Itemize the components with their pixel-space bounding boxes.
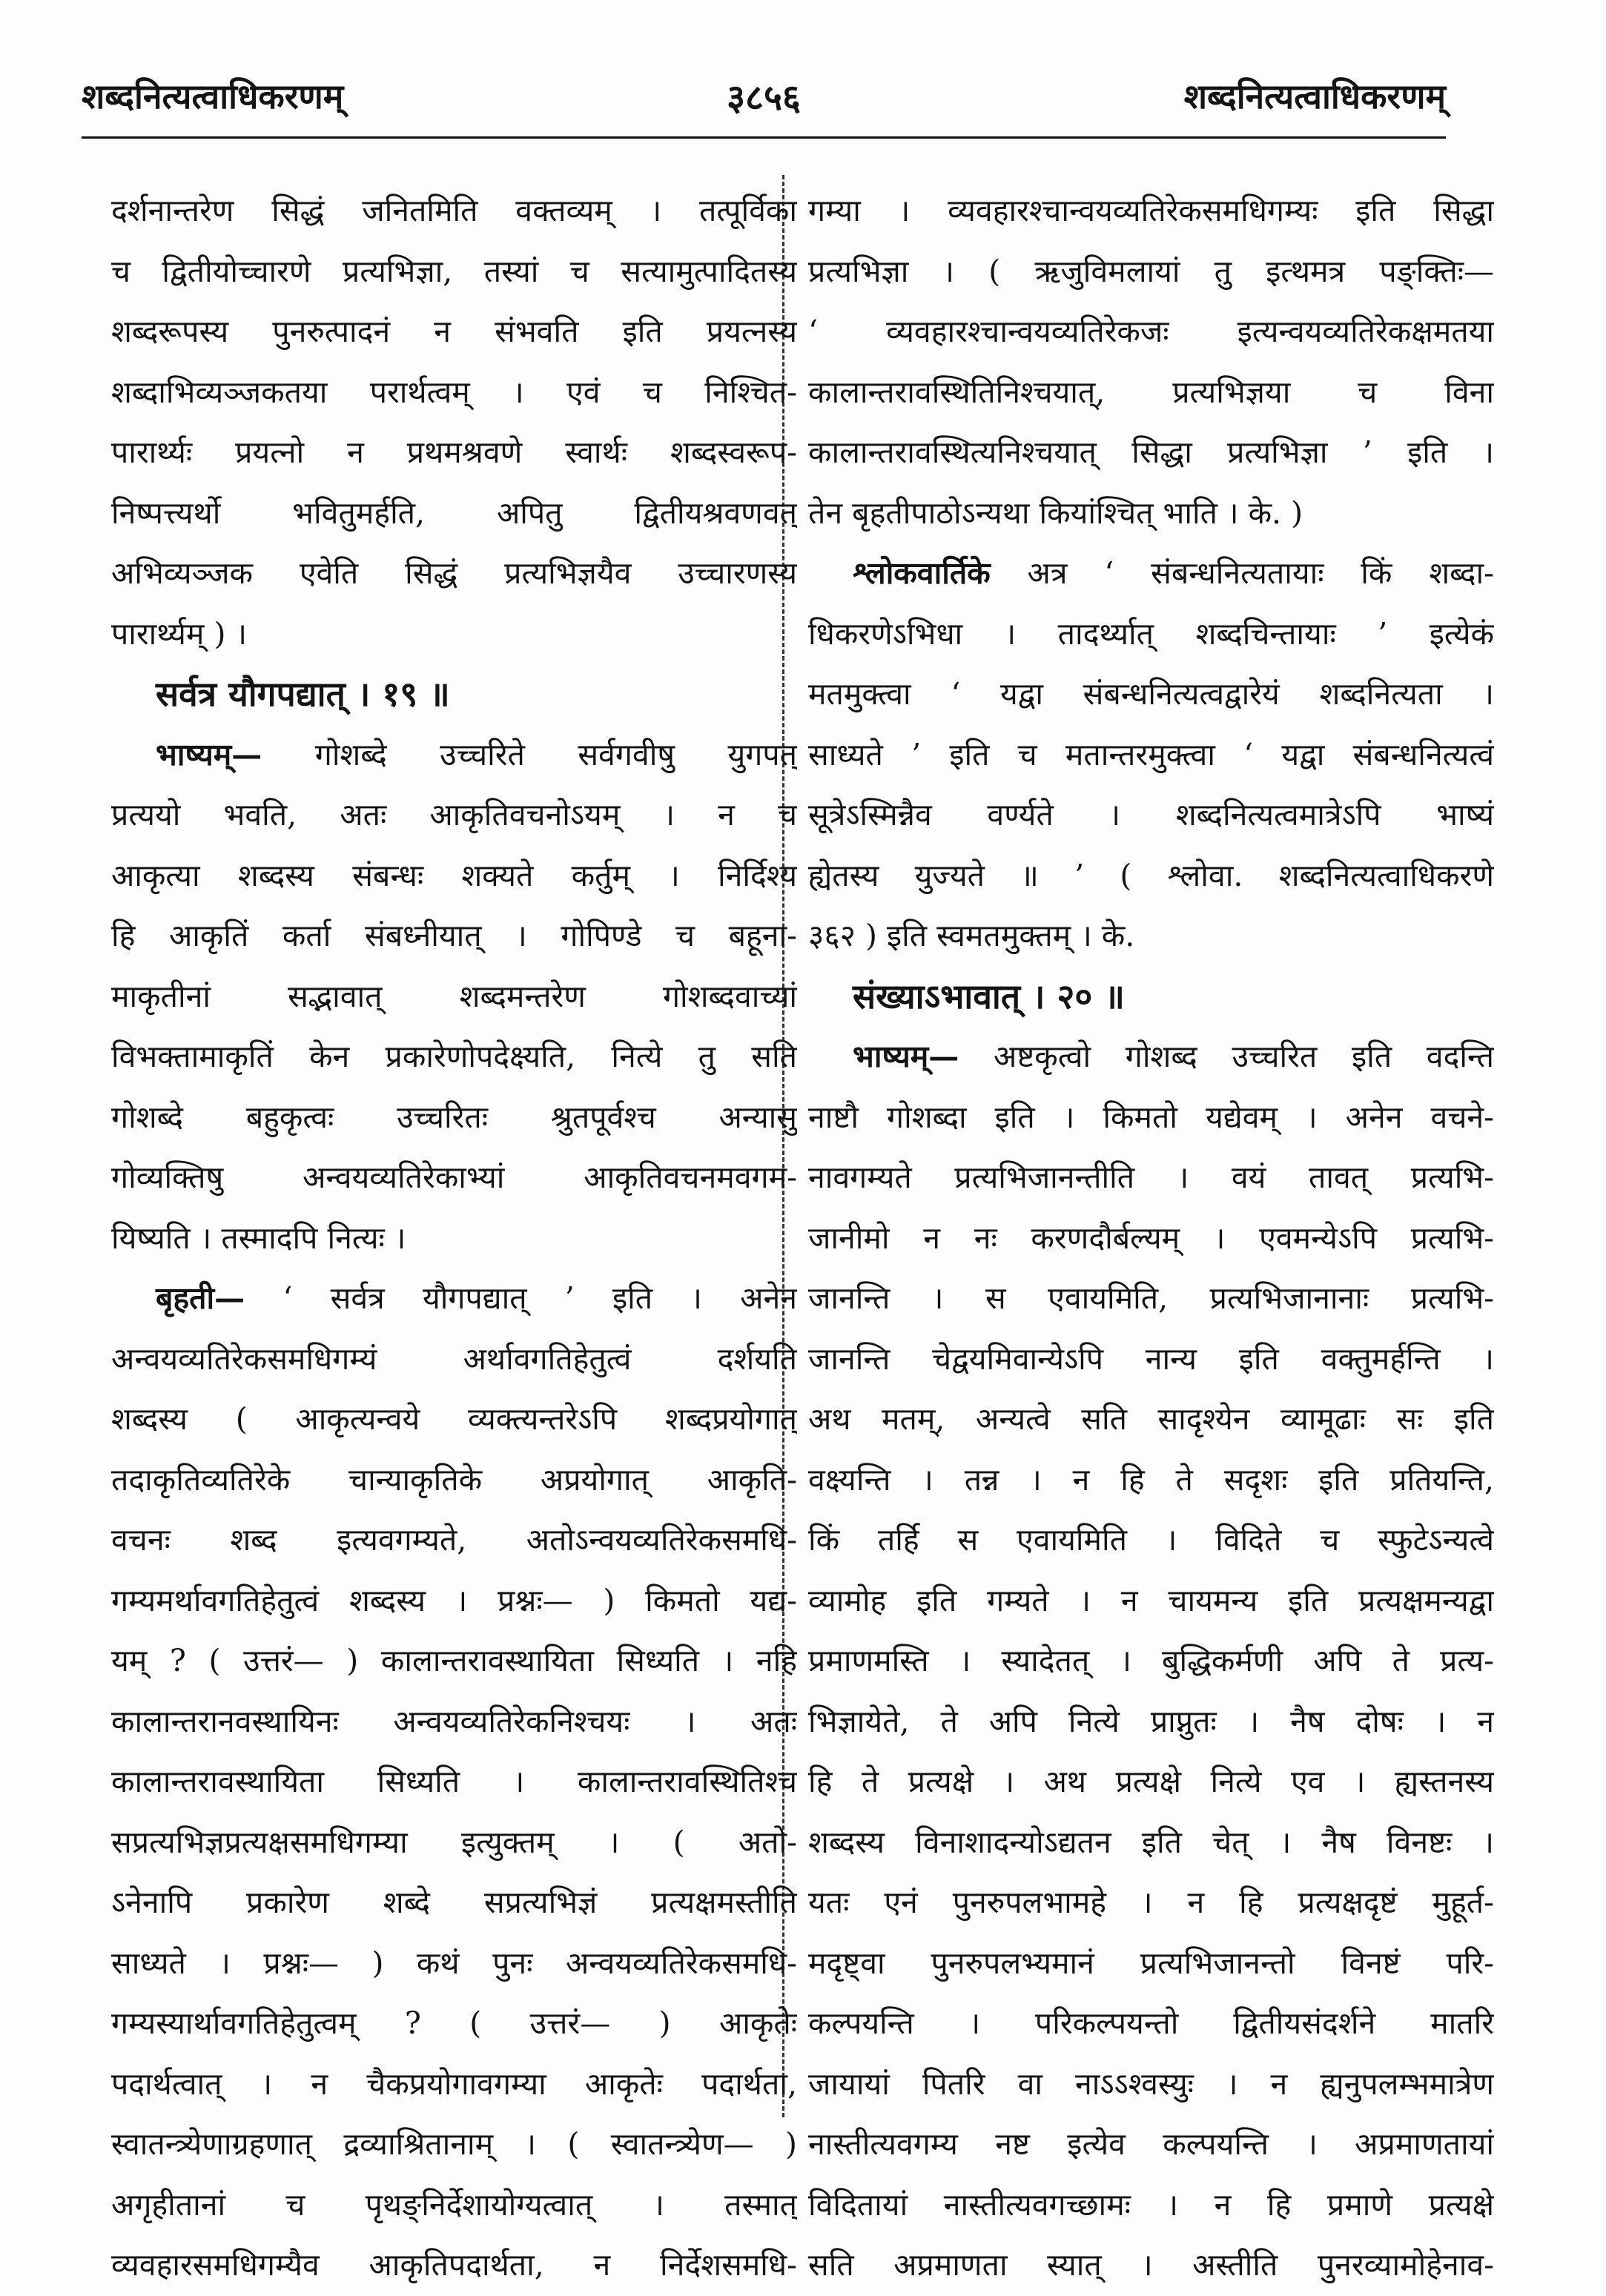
running-title-right: शब्दनित्यत्वाधिकरणम्	[1183, 76, 1446, 116]
text-line: प्रत्ययो भवति, अतः आकृतिवचनोऽयम् । न च	[111, 797, 797, 833]
text-line: अन्वयव्यतिरेकसमधिगम्यं अर्थावगतिहेतुत्वं दर्शयति	[111, 1340, 797, 1377]
text-line: कालान्तरानवस्थायिनः अन्वयव्यतिरेकनिश्चयः । अतः	[111, 1703, 797, 1739]
text-line: यतः एनं पुनरुपलभामहे । न हि प्रत्यक्षदृष्टं मुहूर्त-	[808, 1885, 1494, 1920]
text-line: गोशब्दे बहुकृत्वः उच्चरितः श्रुतपूर्वश्च अन्यासु	[111, 1099, 797, 1135]
text-line: शब्दस्य विनाशादन्योऽद्यतन इति चेत् । नैष विनष्टः ।	[808, 1824, 1494, 1860]
text-line: स्वातन्त्र्येणाग्रहणात् द्रव्याश्रितानाम् । ( स्वातन्त्र्येण— )	[111, 2126, 797, 2162]
right-column	[808, 181, 1494, 2296]
text-line: नाष्टौ गोशब्दा इति । किमतो यद्येवम् । अनेन वचने-	[808, 1099, 1494, 1135]
text-line: हि ते प्रत्यक्षे । अथ प्रत्यक्षे नित्ये एव । ह्यस्तनस्य	[808, 1764, 1494, 1799]
sutra-heading: सर्वत्र यौगपद्यात् । १९ ॥	[156, 674, 450, 714]
text-line: किं तर्हि स एवायमिति । विदिते च स्फुटेऽन्यत्वे	[808, 1522, 1494, 1558]
text-line: विदितायां नास्तीत्यवगच्छामः । न हि प्रमाणे प्रत्यक्षे	[808, 2186, 1494, 2223]
text-line: जायायां पितरि वा नाऽऽश्वस्युः । न ह्यनुपलम्भमात्रेण	[808, 2065, 1494, 2102]
text-line: नावगम्यते प्रत्यभिजानन्तीति । वयं तावत् प्रत्यभि-	[808, 1159, 1494, 1195]
text-line: च द्वितीयोच्चारणे प्रत्यभिज्ञा, तस्यां च सत्यामुत्पादितस्य	[111, 253, 797, 289]
text-line: धिकरणेऽभिधा । तादर्थ्यात् शब्दचिन्तायाः ’ इत्येकं	[808, 615, 1494, 652]
text-line: शब्दरूपस्य पुनरुत्पादनं न संभवति इति प्रयत्नस्य	[111, 314, 797, 349]
text-line: ऽनेनापि प्रकारेण शब्दे सप्रत्यभिज्ञं प्रत्यक्षमस्तीति	[111, 1885, 797, 1920]
bhashya-text: अष्टकृत्वो गोशब्द उच्चरित इति वदन्ति	[994, 1039, 1494, 1074]
text-line: अभिव्यञ्जक एवेति सिद्धं प्रत्यभिज्ञयैव उच्चारणस्य	[111, 555, 797, 591]
text-line: प्रत्यभिज्ञा । ( ऋजुविमलायां तु इत्थमत्र पङ्क्तिः—	[808, 253, 1494, 289]
text-line: पदार्थत्वात् । न चैकप्रयोगावगम्या आकृतेः पदार्थता,	[111, 2065, 797, 2102]
text-line: यिष्यति । तस्मादपि नित्यः ।	[111, 1220, 406, 1256]
text-line: गम्यस्यार्थावगतिहेतुत्वम् ? ( उत्तरं— ) आकृतेः	[111, 2005, 797, 2041]
text-line: कल्पयन्ति । परिकल्पयन्तो द्वितीयसंदर्शने मातरि	[808, 2005, 1494, 2041]
text-line: कालान्तरावस्थित्यनिश्चयात् सिद्धा प्रत्यभिज्ञा ’ इति ।	[808, 434, 1494, 470]
shloka-first-line	[808, 543, 1494, 604]
shloka-label: श्लोकवार्तिके	[853, 555, 991, 591]
text-line: मदृष्ट्वा पुनरुपलभ्यमानं प्रत्यभिजानन्तो विनष्टं परि-	[808, 1945, 1494, 1981]
text-line: ‘ व्यवहारश्चान्वयव्यतिरेकजः इत्यन्वयव्यतिरेकक्षमतया	[808, 314, 1494, 349]
text-line: यम् ? ( उत्तरं— ) कालान्तरावस्थायिता सिध्यति । नहि	[111, 1643, 797, 1678]
text-line: प्रमाणमस्ति । स्यादेतत् । बुद्धिकर्मणी अपि ते प्रत्य-	[808, 1643, 1494, 1678]
header-rule	[82, 136, 1446, 139]
shloka-text: अत्र ‘ संबन्धनित्यतायाः किं शब्दा-	[1027, 555, 1494, 591]
text-line: सूत्रेऽस्मिन्नैव वर्ण्यते । शब्दनित्यत्वमात्रेऽपि भाष्यं	[808, 797, 1494, 833]
page-header	[82, 73, 1446, 132]
running-title-left: शब्दनित्यत्वाधिकरणम्	[82, 76, 344, 116]
text-line: अथ मतम्, अन्यत्वे सति सादृश्येन व्यामूढाः सः इति	[808, 1401, 1494, 1437]
text-line: वक्ष्यन्ति । तन्न । न हि ते सदृशः इति प्रतियन्ति,	[808, 1461, 1494, 1498]
text-line: तदाकृतिव्यतिरेके चान्याकृतिके अप्रयोगात् आकृति-	[111, 1461, 797, 1498]
brihati-first-line	[111, 1268, 797, 1329]
text-line: जानन्ति । स एवायमिति, प्रत्यभिजानानाः प्रत्यभि-	[808, 1280, 1494, 1316]
sutra-heading: संख्याऽभावात् । २० ॥	[853, 976, 1125, 1016]
text-line: गम्या । व्यवहारश्चान्वयव्यतिरेकसमधिगम्यः इति सिद्धा	[808, 193, 1494, 228]
text-line: पारार्थ्यम् ) ।	[111, 615, 248, 652]
text-line: ३६२ ) इति स्वमतमुक्तम् । के.	[808, 918, 1135, 953]
bhashya-label: भाष्यम्—	[853, 1039, 959, 1074]
text-line: नास्तीत्यवगम्य नष्ट इत्येव कल्पयन्ति । अप्रमाणतायां	[808, 2126, 1494, 2162]
text-line: शब्दाभिव्यञ्जकतया परार्थत्वम् । एवं च निश्चित-	[111, 374, 797, 410]
text-line: ह्येतस्य युज्यते ॥ ’ ( श्लोवा. शब्दनित्यत्वाधिकरणे	[808, 857, 1494, 893]
bhashya-label: भाष्यम्—	[156, 736, 262, 772]
page-number: ३८५६	[727, 77, 801, 119]
text-line: भिज्ञायेते, ते अपि नित्ये प्राप्नुतः । नैष दोषः । न	[808, 1703, 1494, 1739]
text-line: कालान्तरावस्थायिता सिध्यति । कालान्तरावस्थितिश्च	[111, 1764, 797, 1799]
text-line: व्यामोह इति गम्यते । न चायमन्य इति प्रत्यक्षमन्यद्वा	[808, 1582, 1494, 1618]
text-line: माकृतीनां सद्भावात् शब्दमन्तरेण गोशब्दवाच्यां	[111, 978, 797, 1014]
text-line: गम्यमर्थावगतिहेतुत्वं शब्दस्य । प्रश्नः— ) किमतो यद्य-	[111, 1582, 797, 1618]
text-line: व्यवहारसमधिगम्यैव आकृतिपदार्थता, न निर्देशसमधि-	[111, 2247, 797, 2283]
bhashya-first-line	[808, 1027, 1494, 1088]
text-line: साध्यते ’ इति च मतान्तरमुक्त्वा ‘ यद्वा संबन्धनित्यत्वं	[808, 736, 1494, 772]
text-line: हि आकृतिं कर्ता संबध्नीयात् । गोपिण्डे च बहूना-	[111, 918, 797, 953]
text-line: जानीमो न नः करणदौर्बल्यम् । एवमन्येऽपि प्रत्यभि-	[808, 1220, 1494, 1256]
left-column	[111, 181, 797, 2296]
text-line: तेन बृहतीपाठोऽन्यथा कियांश्चित् भाति । के. )	[808, 494, 1303, 531]
text-line: कालान्तरावस्थितिनिश्चयात्, प्रत्यभिज्ञया च विना	[808, 374, 1494, 410]
text-line: जानन्ति चेद्वयमिवान्येऽपि नान्य इति वक्तुमर्हन्ति ।	[808, 1340, 1494, 1377]
text-line: पारार्थ्यः प्रयत्नो न प्रथमश्रवणे स्वार्थः शब्दस्वरूप-	[111, 434, 797, 470]
text-line: सति अप्रमाणता स्यात् । अस्तीति पुनरव्यामोहेनाव-	[808, 2247, 1494, 2283]
text-line: सप्रत्यभिज्ञप्रत्यक्षसमधिगम्या इत्युक्तम् । ( अतो-	[111, 1824, 797, 1860]
text-line: मतमुक्त्वा ‘ यद्वा संबन्धनित्यत्वद्वारेयं शब्दनित्यता ।	[808, 676, 1494, 712]
text-line: वचनः शब्द इत्यवगम्यते, अतोऽन्वयव्यतिरेकसमधि-	[111, 1522, 797, 1558]
bhashya-text: गोशब्दे उच्चरिते सर्वगवीषु युगपत्	[314, 736, 797, 772]
text-line: अगृहीतानां च पृथङ्निर्देशायोग्यत्वात् । तस्मात्	[111, 2186, 797, 2223]
text-line: गोव्यक्तिषु अन्वयव्यतिरेकाभ्यां आकृतिवचनमवगम-	[111, 1159, 797, 1195]
text-line: दर्शनान्तरेण सिद्धं जनितमिति वक्तव्यम् । तत्पूर्विका	[111, 193, 797, 228]
text-line: निष्पत्त्यर्थो भवितुमर्हति, अपितु द्वितीयश्रवणवत्	[111, 494, 797, 531]
brihati-text: ‘ सर्वत्र यौगपद्यात् ’ इति । अनेन	[282, 1280, 797, 1316]
text-line: साध्यते । प्रश्नः— ) कथं पुनः अन्वयव्यतिरेकसमधि-	[111, 1945, 797, 1981]
brihati-label: बृहती—	[156, 1280, 245, 1316]
bhashya-first-line	[111, 725, 797, 786]
text-line: शब्दस्य ( आकृत्यन्वये व्यक्त्यन्तरेऽपि शब्दप्रयोगात्	[111, 1401, 797, 1437]
text-line: विभक्तामाकृतिं केन प्रकारेणोपदेक्ष्यति, नित्ये तु सति	[111, 1039, 797, 1074]
text-line: आकृत्या शब्दस्य संबन्धः शक्यते कर्तुम् । निर्दिश्य	[111, 857, 797, 893]
